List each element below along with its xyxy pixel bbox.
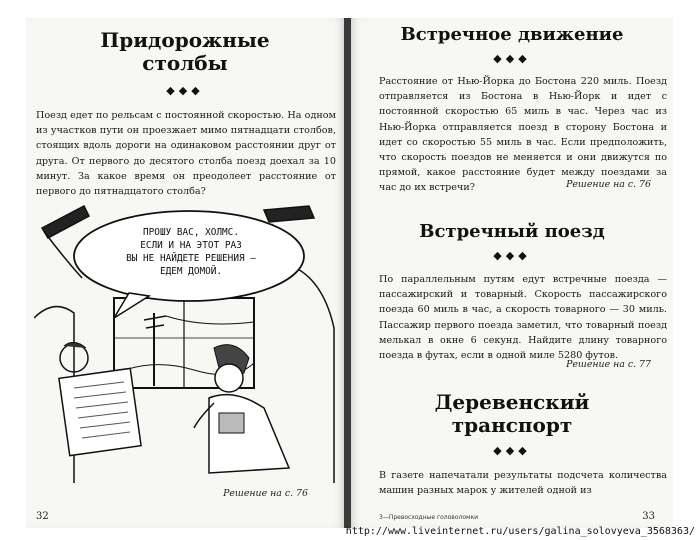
section1-body: Расстояние от Нью-Йорка до Бостона 220 миль. Поезд отправляется из Бостона в Нью-Йорк и идет с постоянной скоростью 65 миль в час. Через час из Нью-Йорка отправляется поезд в сторону Бостона и идет со скоростью 55 миль в час. Если предположить, что скорость поездов не меняется и они движутся по прямой, какое расстояние будет между поездами за час до их встречи? (379, 76, 667, 194)
right-page-number: 33 (642, 511, 655, 522)
left-title-line2: столбы (142, 51, 228, 75)
section3-body: В газете напечатали результаты подсчета количества машин разных марок у жителей одной из (379, 470, 667, 497)
right-page (351, 18, 673, 528)
left-diamonds: ◆◆◆ (166, 84, 204, 97)
section3-title-line2: транспорт (451, 413, 573, 437)
left-page-number: 32 (36, 511, 49, 522)
left-title-line1: Придорожные (100, 28, 270, 52)
section3-diamonds: ◆◆◆ (493, 444, 531, 457)
left-body-text: Поезд едет по рельсам с постоянной скоростью. На одном из участков пути он проезжает мимо пятнадцати столбов, стоящих вдоль дороги на одинаковом расстоянии друг от друга. От первого до десятого столба поезд доехал за 10 минут. За какое время он преодолеет расстояние от первого до пятнадцатого столба? (36, 110, 336, 198)
left-page (26, 18, 344, 528)
watermark-url: http://www.liveinternet.ru/users/galina_solovyeva_3568363/ (345, 526, 695, 537)
speech-bubble-line1: ПРОШУ ВАС, ХОЛМС. (143, 227, 239, 238)
speech-bubble-line3: ВЫ НЕ НАЙДЕТЕ РЕШЕНИЯ — (126, 253, 256, 264)
book-gutter (344, 18, 351, 528)
section3-title-line1: Деревенский (434, 390, 590, 414)
section2-title: Встречный поезд (419, 221, 605, 242)
section1-title: Встречное движение (400, 24, 624, 45)
section2-diamonds: ◆◆◆ (493, 249, 531, 262)
speech-bubble-line2: ЕСЛИ И НА ЭТОТ РАЗ (140, 240, 242, 251)
section1-solution-ref: Решение на с. 76 (566, 179, 651, 190)
section1-diamonds: ◆◆◆ (493, 52, 531, 65)
speech-bubble-line4: ЕДЕМ ДОМОЙ. (159, 266, 223, 277)
section2-solution-ref: Решение на с. 77 (566, 359, 651, 370)
left-solution-ref: Решение на с. 76 (223, 488, 308, 499)
section2-body: По параллельным путям едут встречные поезда — пассажирский и товарный. Скорость пассажирского поезда 60 миль в час, а скорость товарного — 30 миль. Пассажир первого поезда заметил, что товарный поезд мелькал в окне 6 секунд. Найдите длину товарного поезда в футах, если в одной миле 5280 футов. (379, 274, 667, 362)
footer-note: 3—Превосходные головоломки (379, 514, 479, 521)
